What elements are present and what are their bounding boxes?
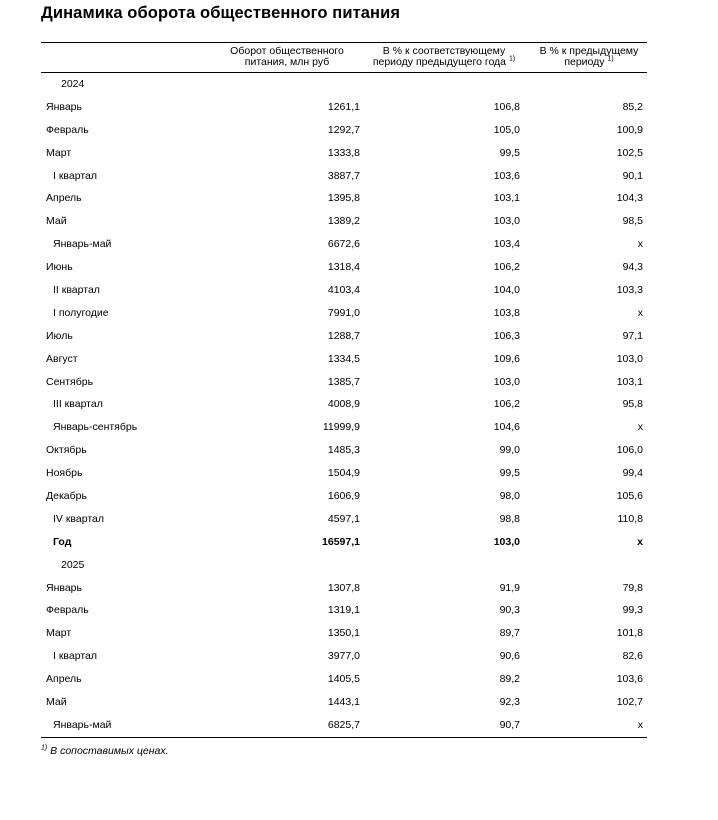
row-label: II квартал: [53, 284, 100, 297]
row-label: Февраль: [46, 604, 89, 617]
yoy-percent: 98,0: [499, 490, 520, 503]
page-title: Динамика оборота общественного питания: [41, 4, 401, 22]
turnover-value: 3887,7: [327, 169, 360, 182]
row-label: Октябрь: [46, 444, 87, 457]
table-row: [41, 668, 647, 691]
table-row: [41, 691, 647, 714]
year-row: [41, 73, 647, 96]
yoy-percent: 106,8: [493, 100, 520, 113]
prev-period-percent: 82,6: [622, 650, 643, 663]
prev-period-percent: 85,2: [622, 100, 643, 113]
header-prev-period: В % к предыдущему периоду $^{1)}$: [539, 45, 639, 68]
turnover-value: 1261,1: [327, 100, 360, 113]
table-row: [41, 233, 647, 256]
row-label: Апрель: [46, 192, 82, 205]
prev-period-percent: 101,8: [616, 627, 643, 640]
table-row: [41, 393, 647, 416]
yoy-percent: 103,4: [493, 238, 520, 251]
prev-period-percent: 106,0: [616, 444, 643, 457]
yoy-percent: 106,2: [493, 261, 520, 274]
prev-period-percent: 105,6: [616, 490, 643, 503]
row-label: Ноябрь: [46, 467, 83, 480]
row-label: I квартал: [53, 169, 97, 182]
row-label: IV квартал: [53, 512, 104, 525]
turnover-value: 1389,2: [327, 215, 360, 228]
table-row: [41, 165, 647, 188]
yoy-percent: 98,8: [499, 512, 520, 525]
yoy-percent: 104,6: [493, 421, 520, 434]
yoy-percent: 109,6: [493, 352, 520, 365]
prev-period-percent: х: [637, 718, 643, 731]
prev-period-percent: 103,3: [616, 284, 643, 297]
row-label: Январь: [46, 100, 82, 113]
prev-period-percent: 102,7: [616, 696, 643, 709]
turnover-value: 6825,7: [327, 718, 360, 731]
prev-period-percent: 100,9: [616, 123, 643, 136]
prev-period-percent: 102,5: [616, 146, 643, 159]
prev-period-percent: х: [637, 238, 643, 251]
turnover-value: 1319,1: [327, 604, 360, 617]
turnover-value: 4597,1: [327, 512, 360, 525]
table-row: [41, 508, 647, 531]
row-label: I полугодие: [53, 306, 109, 319]
prev-period-percent: 95,8: [622, 398, 643, 411]
yoy-percent: 99,5: [499, 467, 520, 480]
table-row: [41, 462, 647, 485]
table-row: [41, 645, 647, 668]
turnover-value: 1307,8: [327, 581, 360, 594]
turnover-value: 11999,9: [322, 421, 360, 434]
table-row: [41, 142, 647, 165]
table-row: [41, 485, 647, 508]
prev-period-percent: 103,6: [616, 673, 643, 686]
prev-period-percent: 99,4: [622, 467, 643, 480]
yoy-percent: 90,3: [499, 604, 520, 617]
table-row: [41, 531, 647, 554]
table-row: [41, 622, 647, 645]
row-label: Июль: [46, 329, 73, 342]
prev-period-percent: 90,1: [622, 169, 643, 182]
yoy-percent: 99,0: [499, 444, 520, 457]
turnover-value: 1504,9: [327, 467, 360, 480]
yoy-percent: 91,9: [499, 581, 520, 594]
table-row: [41, 577, 647, 600]
yoy-percent: 89,7: [499, 627, 520, 640]
prev-period-percent: х: [637, 306, 643, 319]
row-label: Декабрь: [46, 490, 87, 503]
table-row: [41, 599, 647, 622]
turnover-value: 1405,5: [327, 673, 360, 686]
turnover-value: 7991,0: [327, 306, 360, 319]
yoy-percent: 103,0: [493, 375, 520, 388]
table-row: [41, 210, 647, 233]
table-header: [41, 43, 647, 73]
table-row: [41, 439, 647, 462]
footnote-ref: 1): [508, 55, 516, 63]
table-row: [41, 279, 647, 302]
turnover-value: 3977,0: [327, 650, 360, 663]
yoy-percent: 90,6: [499, 650, 520, 663]
yoy-percent: 92,3: [499, 696, 520, 709]
row-label: Год: [53, 535, 72, 548]
turnover-value: 1606,9: [327, 490, 360, 503]
row-label: 2024: [61, 78, 85, 90]
prev-period-percent: х: [637, 535, 643, 548]
row-label: Март: [46, 627, 72, 640]
footnote-mark: 1): [41, 744, 48, 752]
prev-period-percent: 94,3: [622, 261, 643, 274]
turnover-value: 1292,7: [327, 123, 360, 136]
prev-period-percent: 98,5: [622, 215, 643, 228]
turnover-value: 1318,4: [327, 261, 360, 274]
turnover-value: 1443,1: [327, 696, 360, 709]
row-label: Январь-май: [53, 718, 112, 731]
row-label: Сентябрь: [46, 375, 94, 388]
table-row: [41, 714, 647, 737]
prev-period-percent: 79,8: [622, 581, 643, 594]
table-row: [41, 325, 647, 348]
table-row: [41, 416, 647, 439]
row-label: Январь: [46, 581, 82, 594]
yoy-percent: 89,2: [499, 673, 520, 686]
row-label: III квартал: [53, 398, 103, 411]
prev-period-percent: х: [637, 421, 643, 434]
prev-period-percent: 103,0: [616, 352, 643, 365]
table-row: [41, 256, 647, 279]
yoy-percent: 103,0: [493, 215, 520, 228]
prev-period-percent: 99,3: [622, 604, 643, 617]
prev-period-percent: 110,8: [617, 512, 643, 525]
row-label: Январь-май: [53, 238, 112, 251]
turnover-value: 1334,5: [327, 352, 360, 365]
footnote-text: В сопоставимых ценах.: [50, 745, 169, 757]
footnote: [41, 745, 169, 757]
turnover-table: [41, 42, 647, 738]
prev-period-percent: 97,1: [622, 329, 643, 342]
table-row: [41, 119, 647, 142]
row-label: Август: [46, 352, 78, 365]
footnote-ref: 1): [607, 55, 614, 63]
table-row: [41, 187, 647, 210]
row-label: Апрель: [46, 673, 82, 686]
header-turnover: Оборот общественного питания, млн руб: [230, 45, 344, 68]
turnover-value: 1395,8: [327, 192, 360, 205]
turnover-value: 4008,9: [327, 398, 360, 411]
yoy-percent: 90,7: [499, 718, 520, 731]
yoy-percent: 103,8: [493, 306, 520, 319]
yoy-percent: 106,2: [493, 398, 520, 411]
row-label: Январь-сентябрь: [53, 421, 138, 434]
table-row: [41, 96, 647, 119]
row-label: Июнь: [46, 261, 73, 274]
turnover-value: 1350,1: [327, 627, 360, 640]
row-label: Февраль: [46, 123, 89, 136]
yoy-percent: 106,3: [493, 329, 520, 342]
prev-period-percent: 103,1: [616, 375, 643, 388]
table-body: [41, 73, 647, 737]
yoy-percent: 103,6: [493, 169, 520, 182]
turnover-value: 1385,7: [327, 375, 360, 388]
row-label: Май: [46, 215, 67, 228]
year-row: [41, 554, 647, 577]
table-row: [41, 371, 647, 394]
yoy-percent: 99,5: [499, 146, 520, 159]
row-label: Март: [46, 146, 72, 159]
row-label: Май: [46, 696, 67, 709]
turnover-value: 1485,3: [327, 444, 360, 457]
yoy-percent: 105,0: [493, 123, 520, 136]
yoy-percent: 103,1: [493, 192, 520, 205]
turnover-value: 16597,1: [322, 535, 360, 548]
table-row: [41, 348, 647, 371]
yoy-percent: 104,0: [493, 284, 520, 297]
header-yoy: В % к соответствующему периоду предыдущего года $^{1)}$: [372, 45, 516, 68]
row-label: 2025: [61, 558, 85, 571]
prev-period-percent: 104,3: [616, 192, 643, 205]
yoy-percent: 103,0: [493, 535, 520, 548]
table-row: [41, 302, 647, 325]
row-label: I квартал: [53, 650, 97, 663]
turnover-value: 1288,7: [327, 329, 360, 342]
turnover-value: 6672,6: [327, 238, 360, 251]
turnover-value: 4103,4: [327, 284, 360, 297]
turnover-value: 1333,8: [327, 146, 360, 159]
